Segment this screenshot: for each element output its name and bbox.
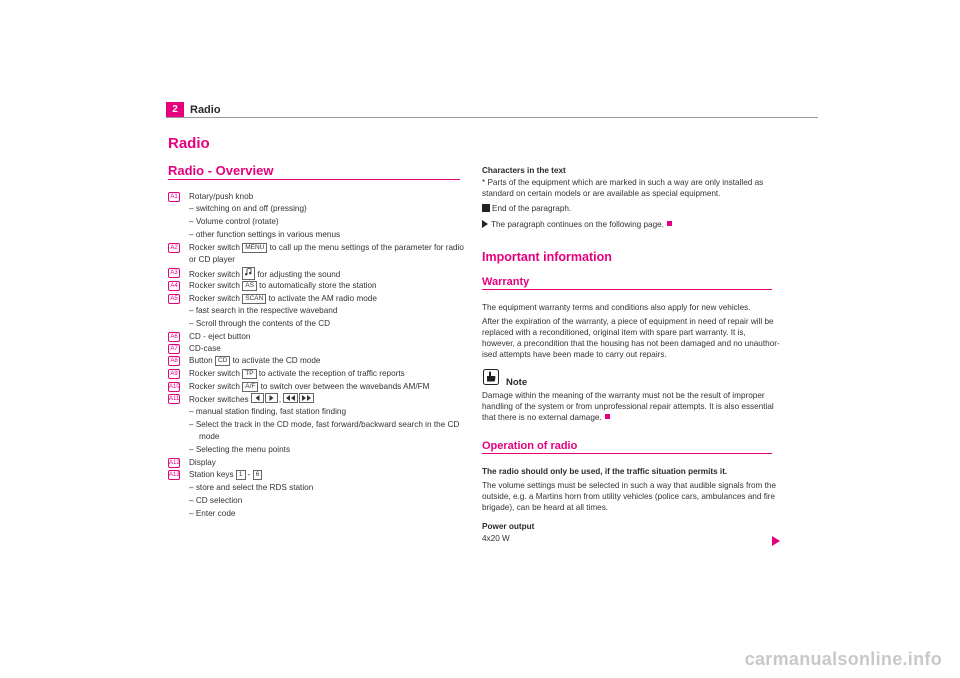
note-icon bbox=[483, 369, 499, 385]
operation-line-3: brigade), can be heard at all times. bbox=[482, 503, 609, 512]
item-suffix: for adjusting the sound bbox=[255, 270, 341, 279]
item-marker: A12 bbox=[169, 460, 180, 466]
page-number: 2 bbox=[166, 102, 184, 117]
as-key: AS bbox=[242, 281, 257, 291]
item-text: Rotary/push knob bbox=[189, 192, 254, 201]
item-prefix: Button bbox=[189, 356, 215, 365]
tp-key: TP bbox=[242, 369, 256, 379]
item-text bbox=[189, 267, 340, 280]
item-text bbox=[189, 393, 315, 405]
sub-item: – store and select the RDS station bbox=[189, 483, 314, 492]
item-suffix: - bbox=[245, 470, 253, 479]
warranty-line-2: After the expiration of the warranty, a piece of equipment in need of repair will be bbox=[482, 317, 774, 326]
arrow-right-icon bbox=[265, 393, 278, 403]
sub-item: – Volume control (rotate) bbox=[189, 217, 279, 226]
af-key: A/F bbox=[242, 382, 258, 392]
sub-item: – Selecting the menu points bbox=[189, 445, 291, 454]
item-text bbox=[189, 355, 320, 366]
item-text bbox=[189, 381, 429, 392]
characters-title: Characters in the text bbox=[482, 166, 566, 175]
operation-line-2: outside, e.g. a Martins horn from utility vehicles (police cars, ambulances and fire bbox=[482, 492, 776, 501]
item-marker: A1 bbox=[168, 192, 180, 202]
note-line-2: handling of the system or from unprofessional repair attempts. It is also essential bbox=[482, 402, 774, 411]
warranty-line-5: ised attempts have been made to carry out repairs. bbox=[482, 350, 667, 359]
note-line-3 bbox=[482, 412, 610, 423]
sub-item: – Enter code bbox=[189, 509, 236, 518]
item-marker: A7 bbox=[168, 344, 180, 354]
warranty-rule bbox=[482, 289, 772, 290]
item-marker: A4 bbox=[168, 281, 180, 291]
item-continuation: or CD player bbox=[189, 255, 235, 264]
next-page-arrow-icon[interactable] bbox=[772, 536, 780, 546]
operation-title: Operation of radio bbox=[482, 440, 578, 452]
item-suffix: to call up the menu settings of the parameter for radio bbox=[267, 243, 464, 252]
separator-comma: , bbox=[278, 395, 282, 404]
characters-line-1: * Parts of the equipment which are marked in such a way are only installed as bbox=[482, 178, 764, 187]
sub-item: – Scroll through the contents of the CD bbox=[189, 319, 331, 328]
menu-key: MENU bbox=[242, 243, 267, 253]
running-header: Radio bbox=[190, 104, 221, 116]
end-paragraph-text: End of the paragraph. bbox=[492, 204, 572, 213]
note-line-1: Damage within the meaning of the warranty must not be the result of improper bbox=[482, 391, 765, 400]
item-text: CD-case bbox=[189, 344, 221, 353]
overview-rule bbox=[168, 179, 460, 180]
sub-item: – other function settings in various menus bbox=[189, 230, 341, 239]
section-title: Radio bbox=[168, 135, 210, 152]
cd-key: CD bbox=[215, 356, 230, 366]
item-suffix: to activate the AM radio mode bbox=[266, 294, 377, 303]
end-marker-icon bbox=[667, 221, 672, 226]
item-marker: A10 bbox=[169, 384, 180, 390]
watermark: carmanualsonline.info bbox=[744, 649, 942, 669]
continues-line bbox=[482, 219, 672, 230]
end-paragraph-icon bbox=[482, 204, 490, 212]
operation-rule bbox=[482, 453, 772, 454]
rewind-icon bbox=[283, 393, 298, 403]
item-text bbox=[189, 280, 377, 291]
power-output-label: Power output bbox=[482, 522, 535, 531]
sub-item: – Select the track in the CD mode, fast forward/backward search in the CD bbox=[189, 420, 460, 429]
arrow-left-icon bbox=[251, 393, 264, 403]
item-prefix: Rocker switch bbox=[189, 294, 243, 303]
item-marker: A8 bbox=[168, 356, 180, 366]
warranty-line-1: The equipment warranty terms and conditions also apply for new vehicles. bbox=[482, 303, 751, 312]
continue-arrow-icon bbox=[482, 220, 488, 228]
item-prefix: Rocker switch bbox=[189, 281, 243, 290]
item-prefix: Station keys bbox=[189, 470, 236, 479]
item-prefix: Rocker switches bbox=[189, 395, 251, 404]
item-suffix: to automatically store the station bbox=[256, 281, 377, 290]
item-marker: A9 bbox=[168, 369, 180, 379]
operation-warning: The radio should only be used, if the traffic situation permits it. bbox=[482, 467, 728, 476]
item-suffix: to activate the reception of traffic reports bbox=[256, 369, 405, 378]
continues-text: The paragraph continues on the following page. bbox=[491, 220, 664, 229]
item-prefix: Rocker switch bbox=[189, 382, 243, 391]
item-marker: A3 bbox=[168, 268, 180, 278]
fast-forward-icon bbox=[299, 393, 314, 403]
station-key-6: 6 bbox=[253, 470, 263, 480]
item-text bbox=[189, 469, 262, 480]
warranty-line-3: replaced with a reconditioned, original item with spare part warranty. It is, bbox=[482, 328, 746, 337]
item-marker: A2 bbox=[168, 243, 180, 253]
sub-item: – switching on and off (pressing) bbox=[189, 204, 307, 213]
power-output-value: 4x20 W bbox=[482, 534, 510, 543]
item-text bbox=[189, 242, 464, 253]
sub-item-continuation: mode bbox=[199, 432, 220, 441]
sub-item: – CD selection bbox=[189, 496, 243, 505]
end-marker-icon bbox=[605, 414, 610, 419]
important-info-title: Important information bbox=[482, 250, 612, 264]
sub-item: – manual station finding, fast station finding bbox=[189, 407, 347, 416]
item-prefix: Rocker switch bbox=[189, 369, 243, 378]
item-text: CD - eject button bbox=[189, 332, 251, 341]
item-prefix: Rocker switch bbox=[189, 270, 243, 279]
station-key-1: 1 bbox=[236, 470, 246, 480]
item-text: Display bbox=[189, 458, 216, 467]
warranty-title: Warranty bbox=[482, 276, 530, 288]
item-marker: A13 bbox=[169, 472, 180, 478]
item-text bbox=[189, 293, 377, 304]
scan-key: SCAN bbox=[242, 294, 266, 304]
item-text bbox=[189, 368, 405, 379]
item-marker: A11 bbox=[169, 396, 180, 402]
end-paragraph-line bbox=[482, 203, 571, 214]
operation-line-1: The volume settings must be selected in such a way that audible signals from the bbox=[482, 481, 776, 490]
note-label: Note bbox=[506, 377, 528, 388]
item-suffix: to activate the CD mode bbox=[230, 356, 321, 365]
header-rule bbox=[166, 117, 818, 118]
overview-title: Radio - Overview bbox=[168, 163, 274, 178]
note-line-3-text: that there is no external damage. bbox=[482, 413, 602, 422]
item-marker: A6 bbox=[168, 332, 180, 342]
item-marker: A5 bbox=[168, 294, 180, 304]
sound-key-icon bbox=[242, 267, 255, 280]
item-prefix: Rocker switch bbox=[189, 243, 243, 252]
characters-line-2: standard on certain models or are available as special equipment. bbox=[482, 189, 721, 198]
item-suffix: to switch over between the wavebands AM/FM bbox=[258, 382, 430, 391]
warranty-line-4: however, a precondition that the housing has not been damaged and no unauthor- bbox=[482, 339, 780, 348]
sub-item: – fast search in the respective waveband bbox=[189, 306, 338, 315]
